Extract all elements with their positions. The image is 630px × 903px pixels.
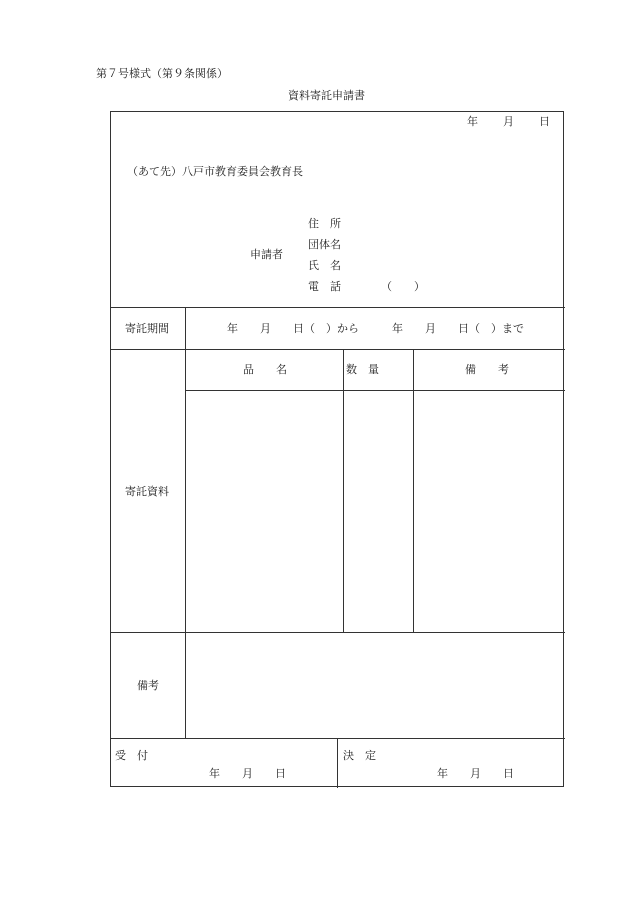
materials-header-item-name: 品 名 <box>243 363 287 376</box>
quantity-column-divider <box>413 349 414 632</box>
label-column-divider <box>185 307 186 738</box>
divider-materials-header <box>185 390 565 391</box>
application-form <box>110 111 564 787</box>
divider-remarks-footer <box>111 738 565 739</box>
divider-period-materials <box>111 349 565 350</box>
reception-label: 受 付 <box>115 749 148 762</box>
applicant-address-label: 住 所 <box>308 217 341 230</box>
form-number: 第７号様式（第９条関係） <box>96 67 228 80</box>
applicant-phone-label: 電 話 <box>308 280 341 293</box>
materials-label: 寄託資料 <box>125 485 169 498</box>
divider-applicant-period <box>111 307 565 308</box>
footer-divider <box>337 738 338 788</box>
applicant-organization-label: 団体名 <box>308 238 341 251</box>
applicant-name-label: 氏 名 <box>308 259 341 272</box>
divider-materials-remarks <box>111 632 565 633</box>
reception-date: 年 月 日 <box>209 767 286 780</box>
decision-date: 年 月 日 <box>437 767 514 780</box>
materials-header-remarks: 備 考 <box>465 363 509 376</box>
decision-label: 決 定 <box>343 749 376 762</box>
item-name-column-divider <box>343 349 344 632</box>
applicant-label: 申請者 <box>250 248 283 261</box>
remarks-label: 備考 <box>137 679 159 692</box>
document-title: 資料寄託申請書 <box>288 89 365 102</box>
date-year-label: 年 <box>467 115 478 128</box>
date-day-label: 日 <box>539 115 550 128</box>
period-label: 寄託期間 <box>125 322 169 335</box>
addressee: （あて先）八戸市教育委員会教育長 <box>127 165 303 178</box>
period-text: 年 月 日（ ）から 年 月 日（ ）まで <box>227 322 524 335</box>
applicant-phone-parentheses: （ ） <box>381 280 425 293</box>
date-month-label: 月 <box>503 115 514 128</box>
materials-header-quantity: 数 量 <box>346 363 379 376</box>
